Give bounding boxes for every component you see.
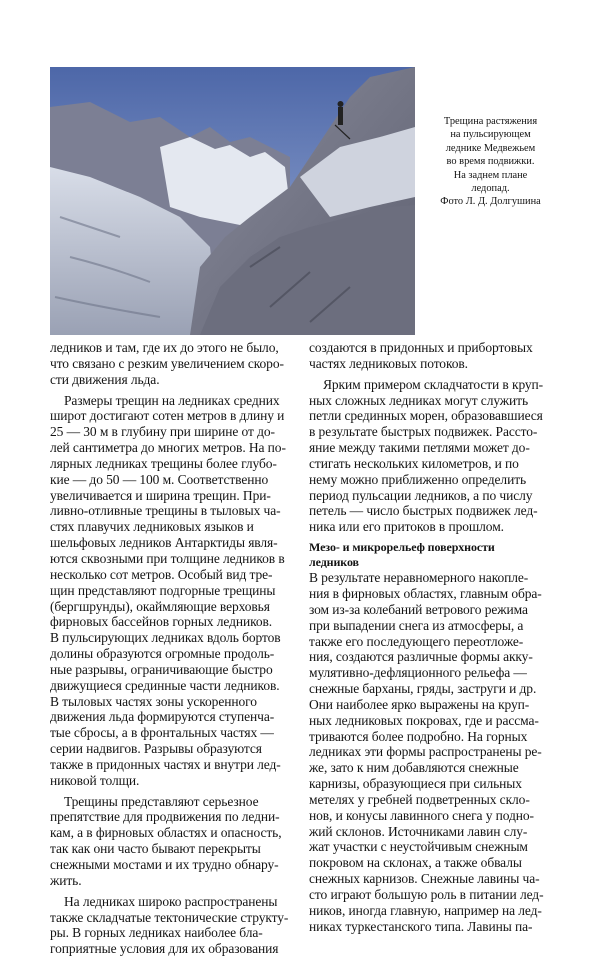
heading-line: Мезо- и микрорельеф поверхности — [309, 540, 495, 555]
paragraph — [50, 894, 290, 957]
photo-caption — [423, 115, 558, 209]
text-line: петель — число быстрых подвижек лед- — [309, 503, 538, 519]
text-line: зом из-за колебаний ветрового режима — [309, 601, 528, 617]
text-line: В тыловых частях зоны ускоренного — [50, 693, 257, 709]
text-line: никовой толщи. — [50, 772, 140, 788]
text-line: никах туркестанского типа. Лавины па- — [309, 918, 533, 934]
text-line: ных ледниковых покровах, где и рассма- — [309, 712, 539, 728]
text-line: кие — до 50 — 100 м. Соответственно — [50, 471, 269, 487]
text-line: фирновых бассейнов горных ледников. — [50, 614, 273, 630]
text-line: щин представляют подгорные трещины — [50, 582, 276, 598]
text-line: снежных карнизов. Снежные лавины ча- — [309, 871, 540, 887]
text-line: ния в фирновых областях, главным обра- — [309, 585, 542, 601]
text-line: так как они часто бывают перекрыты — [50, 841, 261, 857]
text-line: Ярким примером складчатости в круп- — [323, 376, 544, 392]
text-line: тые сбросы, а в фронтальных частях — — [50, 725, 274, 741]
text-line: стях плавучих ледниковых языков и — [50, 519, 254, 535]
text-line: снежные барханы, гряды, заструги и др. — [309, 681, 537, 697]
text-line: период пульсации ледников, а по числу — [309, 487, 533, 503]
paragraph — [50, 340, 290, 388]
caption-line: леднике Медвежьем — [445, 142, 536, 154]
text-line: сти движения льда. — [50, 371, 160, 387]
text-line: гоприятные условия для их образования — [50, 941, 279, 957]
text-line: нему можно приближенно определить — [309, 471, 527, 487]
left-text-column — [50, 340, 290, 962]
text-line: нов, и конусы лавинного снега у подно- — [309, 807, 534, 823]
paragraph — [50, 393, 290, 789]
text-line: препятствие для продвижения по ледни- — [50, 809, 280, 825]
text-line: карнизы, образующиеся при сильных — [309, 776, 522, 792]
text-line: В результате неравномерного накопле- — [309, 570, 529, 586]
text-line: также складчатые тектонические структу- — [50, 909, 289, 925]
text-line: петли срединных морен, образовавшиеся — [309, 408, 543, 424]
caption-line: На заднем плане — [453, 169, 528, 181]
caption-line: Трещина растяжения — [443, 116, 538, 127]
text-line: метелях у гребней подветренных скло- — [309, 791, 530, 807]
text-line: ные разрывы, ограничивающие быстро — [50, 661, 273, 677]
text-line: ются сквозными при толщине ледников в — [50, 550, 285, 566]
text-line: стигать нескольких километров, и по — [309, 455, 519, 471]
paragraph — [309, 377, 549, 535]
text-line: при выпадении снега из атмосферы, а — [309, 617, 524, 633]
text-line: широт достигают сотен метров в длину и — [50, 408, 285, 424]
text-line: жий склонов. Источниками лавин слу- — [309, 823, 528, 839]
text-line: ников, иногда главную, например на лед- — [309, 902, 542, 918]
text-line: частях ледниковых потоков. — [309, 355, 468, 371]
text-line: Размеры трещин на ледниках средних — [64, 392, 280, 408]
glacier-photo — [50, 67, 415, 335]
text-line: Трещины представляют серьезное — [64, 793, 259, 809]
text-line: серии надвигов. Разрывы образуются — [50, 741, 262, 757]
text-line: увеличивается и ширина трещин. При- — [50, 487, 271, 503]
text-line: движения льда формируются ступенча- — [50, 709, 275, 725]
text-line: также его последующего переотложе- — [309, 633, 524, 649]
text-line: В пульсирующих ледниках вдоль бортов — [50, 630, 281, 646]
text-line: 25 — 30 м в глубину при ширине от до- — [50, 424, 275, 440]
section-heading — [309, 540, 549, 570]
text-line: (бергшрунды), окаймляющие верховья — [50, 598, 270, 614]
text-line: кам, а в фирновых областях и опасность, — [50, 825, 282, 841]
text-line: несколько сот метров. Особый вид тре- — [50, 566, 273, 582]
paragraph — [309, 570, 549, 934]
text-line: в результате быстрых подвижек. Рассто- — [309, 424, 538, 440]
text-line: ных сложных ледниках могут служить — [309, 392, 529, 408]
text-line: ледниках эти формы распространены ре- — [309, 744, 542, 760]
text-line: создаются в придонных и прибортовых — [309, 340, 533, 355]
right-text-column — [309, 340, 549, 940]
paragraph — [309, 340, 549, 372]
caption-line: на пульсирующем — [450, 129, 531, 141]
caption-line: ледопад. — [471, 183, 510, 195]
text-line: лярных ледниках трещины более глубо- — [50, 455, 277, 471]
text-line: шельфовых ледников Антарктиды явля- — [50, 535, 278, 551]
text-line: триваются более подробно. На горных — [309, 728, 528, 744]
text-line: же, зато к ним добавляются снежные — [309, 760, 519, 776]
text-line: яние между такими петлями может до- — [309, 440, 530, 456]
caption-line: во время подвижки. — [446, 156, 535, 168]
text-line: лей сантиметра до многих метров. На по- — [50, 440, 286, 456]
text-line: сто играют большую роль в питании лед- — [309, 887, 544, 902]
text-line: ния, создаются различные формы акку- — [309, 649, 533, 665]
caption-line: Фото Л. Д. Долгушина — [440, 196, 541, 208]
text-line: мулятивно-дефляционного рельефа — — [309, 665, 527, 681]
text-line: покровом на склонах, а также обвалы — [309, 855, 522, 871]
text-line: ры. В горных ледниках наиболее бла- — [50, 925, 263, 941]
text-line: ника или его притоков в прошлом. — [309, 519, 504, 535]
text-line: также в придонных частях и внутри лед- — [50, 756, 281, 772]
text-line: что связано с резким увеличением скоро- — [50, 355, 284, 371]
text-line: жить. — [50, 872, 82, 888]
text-line: На ледниках широко распространены — [64, 893, 278, 909]
text-line: движущиеся срединные части ледников. — [50, 677, 280, 693]
text-line: ливно-отливные трещины в тыловых ча- — [50, 503, 281, 519]
heading-line: ледников — [309, 555, 359, 570]
text-line: жат участки с неустойчивым снежным — [309, 839, 528, 855]
text-line: ледников и там, где их до этого не было, — [50, 340, 279, 355]
text-line: Они наиболее ярко выражены на круп- — [309, 696, 530, 712]
paragraph — [50, 794, 290, 889]
text-line: снежными мостами и их трудно обнару- — [50, 857, 279, 872]
text-line: долины образуются огромные продоль- — [50, 646, 275, 662]
